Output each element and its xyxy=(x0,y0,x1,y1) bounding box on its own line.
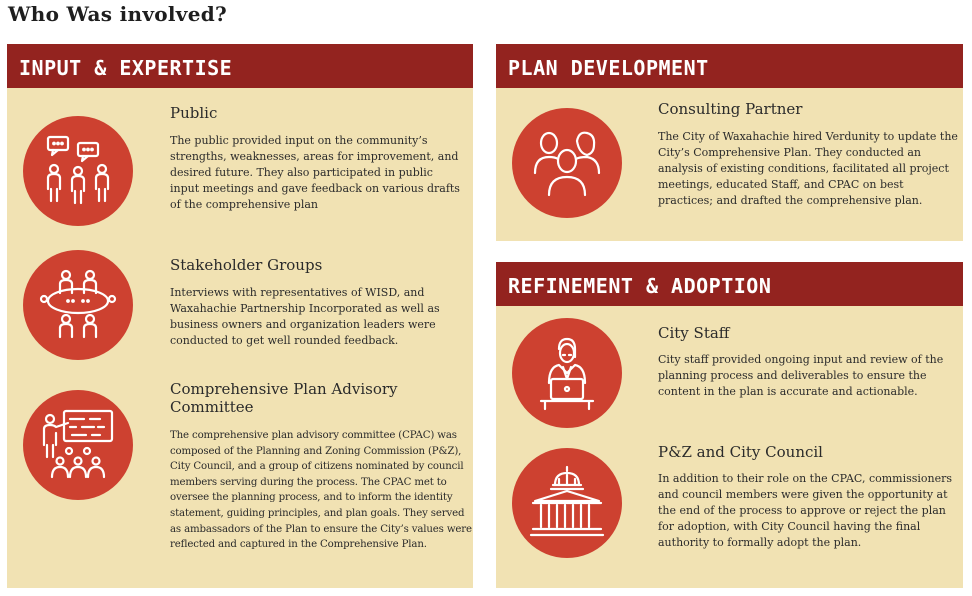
input-expertise-panel xyxy=(7,44,473,588)
plan-development-panel xyxy=(496,44,963,241)
input-expertise-header: INPUT & EXPERTISE xyxy=(7,44,473,88)
consulting-title: Consulting Partner xyxy=(658,100,803,118)
public-input-icon xyxy=(23,116,133,226)
stakeholder-body: Interviews with representatives of WISD, and Waxahachie Partnership Incorporated as well as business owners and organization leaders were conducted to get well rounded feedback. xyxy=(170,286,440,347)
stakeholder-title: Stakeholder Groups xyxy=(170,256,323,274)
city-hall-icon xyxy=(512,448,622,558)
page-title: Who Was involved? xyxy=(8,2,228,26)
refinement-adoption-header: REFINEMENT & ADOPTION xyxy=(496,262,963,306)
presentation-icon xyxy=(23,390,133,500)
city-staff-body: City staff provided ongoing input and review of the planning process and deliverables to ensure the content in the plan is accurate and actionable. xyxy=(658,353,944,398)
city-staff-title: City Staff xyxy=(658,324,730,342)
plan-development-header: PLAN DEVELOPMENT xyxy=(496,44,963,88)
pz-council-title: P&Z and City Council xyxy=(658,443,823,461)
public-title: Public xyxy=(170,104,218,122)
consulting-body: The City of Waxahachie hired Verdunity to update the City’s Comprehensive Plan. They conducted an analysis of existing conditions, facilitated all project meetings, educated Staff, and CPAC on best practices; and drafted the comprehensive plan. xyxy=(658,130,958,207)
public-body: The public provided input on the community’s strengths, weaknesses, areas for improvement, and desired future. They also participated in public input meetings and gave feedback on various drafts of the comprehensive plan xyxy=(170,134,460,211)
pz-council-body: In addition to their role on the CPAC, commissioners and council members were given the opportunity at the end of the process to approve or reject the plan for adoption, with City Council having the final authority to formally adopt the plan. xyxy=(658,472,953,549)
refinement-adoption-panel xyxy=(496,262,963,588)
cpac-title: Comprehensive Plan Advisory Committee xyxy=(170,380,398,416)
stakeholder-meeting-icon xyxy=(23,250,133,360)
consultant-team-icon xyxy=(512,108,622,218)
city-staff-icon xyxy=(512,318,622,428)
cpac-body: The comprehensive plan advisory committee (CPAC) was composed of the Planning and Zoning Commission (P&Z), City Council, and a group of citizens nominated by council members serving during the process. The CPAC met to oversee the planning process, and to inform the identity statement, guiding principles, and plan goals. They served as ambassadors of the Plan to ensure the City’s values were reflected and captured in the Comprehensive Plan. xyxy=(170,430,472,551)
